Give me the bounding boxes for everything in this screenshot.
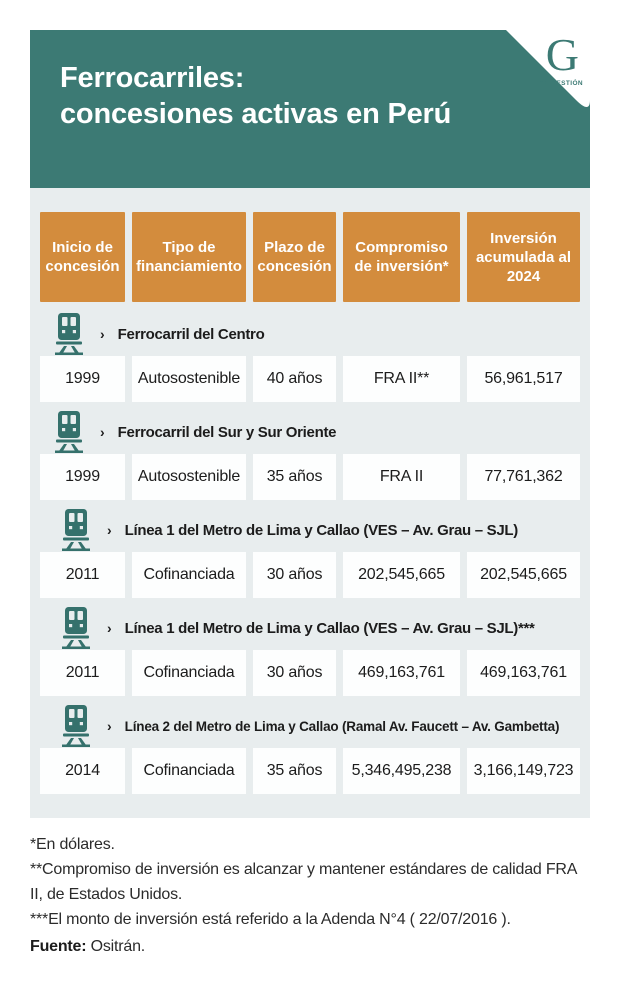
train-front-icon xyxy=(62,607,90,649)
col-header-inversion: Inversión acumulada al 2024 xyxy=(467,212,580,302)
section-title-row xyxy=(40,606,580,650)
source-text: Ositrán. xyxy=(86,938,146,955)
source-line xyxy=(30,938,145,956)
section-linea1-metro-adenda xyxy=(40,606,580,696)
chevron-right-icon: › xyxy=(107,522,112,538)
footnotes xyxy=(30,832,592,932)
cell-plazo: 30 años xyxy=(253,552,336,598)
chevron-right-icon: › xyxy=(107,718,112,734)
brand-corner xyxy=(506,30,590,114)
cell-inicio: 2011 xyxy=(40,552,125,598)
page-title xyxy=(60,60,451,132)
section-title-row xyxy=(40,704,580,748)
section-title-row xyxy=(40,410,580,454)
hero-header xyxy=(30,30,590,188)
train-front-icon xyxy=(55,313,83,355)
cell-plazo: 30 años xyxy=(253,650,336,696)
table-row xyxy=(40,356,580,402)
section-title: Ferrocarril del Sur y Sur Oriente xyxy=(117,423,337,441)
cell-inversion: 3,166,149,723 xyxy=(467,748,580,794)
cell-plazo: 35 años xyxy=(253,454,336,500)
cell-compromiso: 202,545,665 xyxy=(343,552,460,598)
section-ferrocarril-centro xyxy=(40,312,580,402)
cell-inicio: 2014 xyxy=(40,748,125,794)
cell-tipo: Autosostenible xyxy=(132,454,246,500)
table-row xyxy=(40,552,580,598)
source-label: Fuente: xyxy=(30,938,87,955)
table-row xyxy=(40,650,580,696)
train-front-icon xyxy=(62,705,90,747)
cell-compromiso: FRA II xyxy=(343,454,460,500)
cell-compromiso: 5,346,495,238 xyxy=(343,748,460,794)
table-row xyxy=(40,748,580,794)
footnote-en-dolares: *En dólares. xyxy=(30,836,115,853)
section-title: Línea 1 del Metro de Lima y Callao (VES – Av. Grau – SJL) xyxy=(124,521,518,539)
section-linea2-metro xyxy=(40,704,580,794)
page-title-line2: concesiones activas en Perú xyxy=(60,98,452,130)
cell-tipo: Cofinanciada xyxy=(132,748,246,794)
section-title: Ferrocarril del Centro xyxy=(117,325,265,343)
cell-inicio: 1999 xyxy=(40,356,125,402)
gestion-logo-subtitle: DE GESTIÓN xyxy=(538,80,583,87)
chevron-right-icon: › xyxy=(100,326,105,342)
section-title-row xyxy=(40,508,580,552)
cell-plazo: 40 años xyxy=(253,356,336,402)
cell-tipo: Cofinanciada xyxy=(132,650,246,696)
cell-tipo: Cofinanciada xyxy=(132,552,246,598)
col-header-inicio: Inicio de concesión xyxy=(40,212,125,302)
section-title-row xyxy=(40,312,580,356)
footnote-fra: **Compromiso de inversión es alcanzar y mantener estándares de calidad FRA II, de Estados Unidos. xyxy=(30,861,577,903)
cell-inicio: 1999 xyxy=(40,454,125,500)
chevron-right-icon: › xyxy=(100,424,105,440)
col-header-plazo: Plazo de concesión xyxy=(253,212,336,302)
section-title: Línea 1 del Metro de Lima y Callao (VES – Av. Grau – SJL)*** xyxy=(124,619,535,637)
table-row xyxy=(40,454,580,500)
col-header-tipo: Tipo de financiamiento xyxy=(132,212,246,302)
cell-plazo: 35 años xyxy=(253,748,336,794)
gestion-logo-icon: G xyxy=(545,29,579,80)
table-panel xyxy=(30,188,590,818)
cell-inicio: 2011 xyxy=(40,650,125,696)
chevron-right-icon: › xyxy=(107,620,112,636)
cell-inversion: 469,163,761 xyxy=(467,650,580,696)
cell-inversion: 77,761,362 xyxy=(467,454,580,500)
section-linea1-metro xyxy=(40,508,580,598)
table-header-row xyxy=(40,212,580,302)
col-header-compromiso: Compromiso de inversión* xyxy=(343,212,460,302)
section-title: Línea 2 del Metro de Lima y Callao (Ramal Av. Faucett – Av. Gambetta) xyxy=(124,718,560,734)
cell-compromiso: 469,163,761 xyxy=(343,650,460,696)
page-title-line1: Ferrocarriles: xyxy=(60,62,245,94)
cell-inversion: 56,961,517 xyxy=(467,356,580,402)
train-front-icon xyxy=(55,411,83,453)
section-ferrocarril-sur xyxy=(40,410,580,500)
footnote-adenda: ***El monto de inversión está referido a la Adenda N°4 ( 22/07/2016 ). xyxy=(30,911,511,928)
cell-compromiso: FRA II** xyxy=(343,356,460,402)
train-front-icon xyxy=(62,509,90,551)
cell-tipo: Autosostenible xyxy=(132,356,246,402)
cell-inversion: 202,545,665 xyxy=(467,552,580,598)
